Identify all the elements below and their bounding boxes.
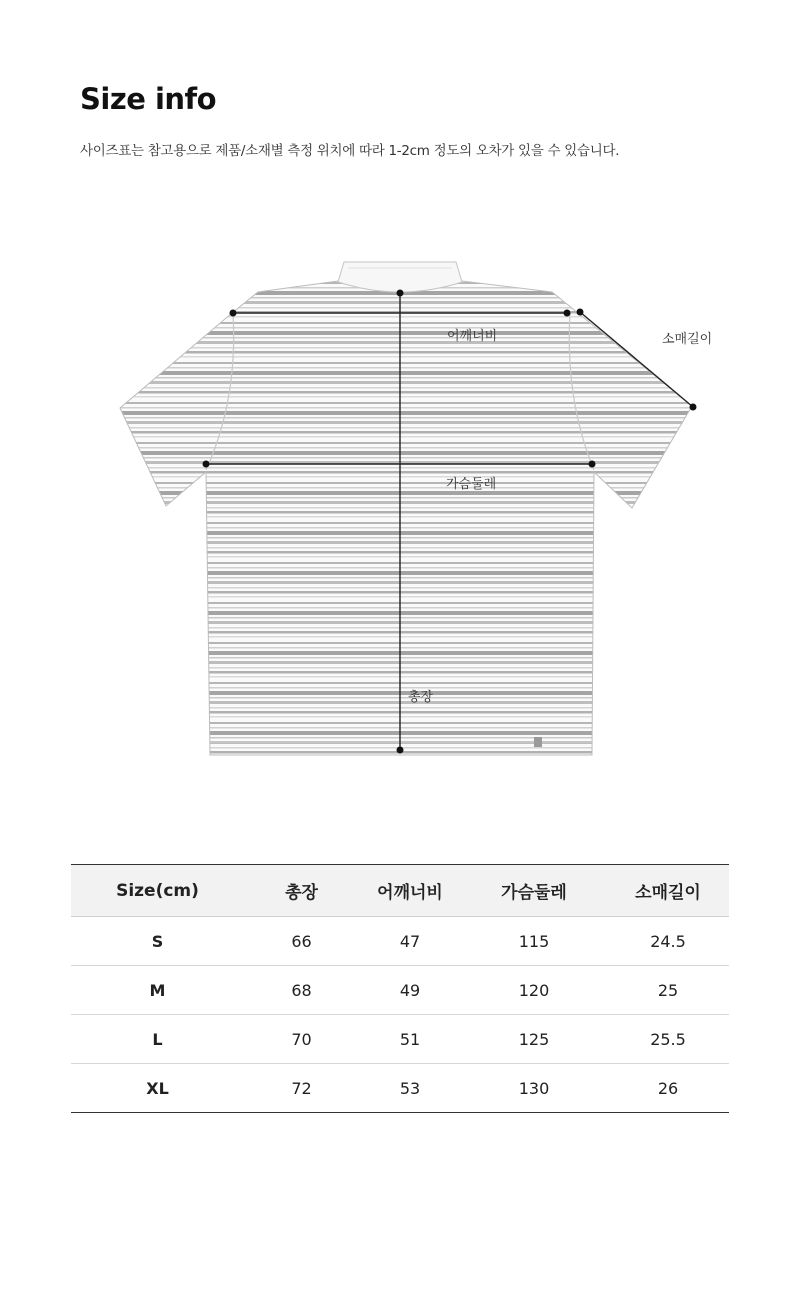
cell-chest: 115 [461, 917, 607, 966]
cell-length: 66 [244, 917, 359, 966]
cell-chest: 130 [461, 1064, 607, 1113]
table-row [71, 1015, 729, 1064]
table-header-row [71, 865, 729, 917]
cell-sleeve: 24.5 [607, 917, 729, 966]
cell-sleeve: 25 [607, 966, 729, 1015]
cell-size: L [71, 1015, 244, 1064]
cell-length: 72 [244, 1064, 359, 1113]
cell-chest: 120 [461, 966, 607, 1015]
shirt-body [120, 281, 692, 755]
cell-sleeve: 25.5 [607, 1015, 729, 1064]
cell-shoulder: 51 [359, 1015, 461, 1064]
collar [338, 262, 462, 292]
size-disclaimer: 사이즈표는 참고용으로 제품/소재별 측정 위치에 따라 1-2cm 정도의 오차가 있을 수 있습니다. [80, 143, 620, 159]
header-sleeve: 소매길이 [607, 865, 729, 917]
cell-chest: 125 [461, 1015, 607, 1064]
cell-length: 68 [244, 966, 359, 1015]
header-chest: 가슴둘레 [461, 865, 607, 917]
cell-shoulder: 53 [359, 1064, 461, 1113]
cell-shoulder: 47 [359, 917, 461, 966]
cell-sleeve: 26 [607, 1064, 729, 1113]
cell-shoulder: 49 [359, 966, 461, 1015]
label-sleeve: 소매길이 [662, 332, 713, 347]
header-length: 총장 [244, 865, 359, 917]
cell-size: M [71, 966, 244, 1015]
header-size: Size(cm) [71, 865, 244, 917]
cell-length: 70 [244, 1015, 359, 1064]
table-row [71, 966, 729, 1015]
size-table [71, 864, 729, 1113]
header-shoulder: 어깨너비 [359, 865, 461, 917]
brand-tag [534, 737, 542, 747]
label-shoulder: 어깨너비 [447, 329, 498, 344]
cell-size: S [71, 917, 244, 966]
page-title: Size info [80, 82, 217, 116]
label-length: 총장 [408, 690, 434, 705]
cell-size: XL [71, 1064, 244, 1113]
table-row [71, 917, 729, 966]
label-chest: 가슴둘레 [446, 477, 497, 492]
table-row [71, 1064, 729, 1113]
